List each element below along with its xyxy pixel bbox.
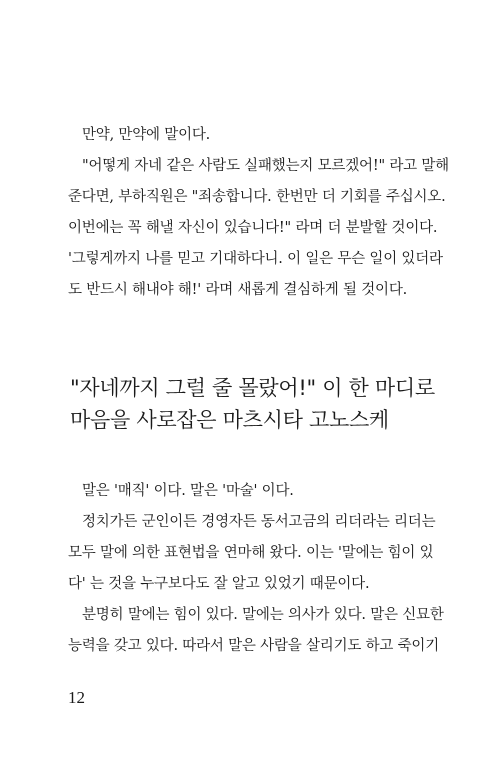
text-line: '그렇게까지 나를 믿고 기대하다니. 이 일은 무슨 일이 있더라	[68, 251, 443, 267]
text-line: "어떻게 자네 같은 사람도 실패했는지 모르겠어!" 라고 말해	[82, 158, 449, 174]
paragraph-section-2	[68, 476, 463, 662]
text-line: 말은 '매직' 이다. 말은 '마술' 이다.	[82, 483, 294, 499]
paragraph-section-1	[68, 120, 463, 306]
text-line: 능력을 갖고 있다. 따라서 말은 사람을 살리기도 하고 죽이기	[68, 638, 440, 654]
text-line: 만약, 만약에 말이다.	[82, 127, 211, 143]
text-line: 정치가든 군인이든 경영자든 동서고금의 리더라는 리더는	[82, 514, 436, 530]
page-number: 12	[68, 688, 85, 707]
text-line: 준다면, 부하직원은 "죄송합니다. 한번만 더 기회를 주십시오.	[68, 189, 446, 205]
text-line: 도 반드시 해내야 해!' 라며 새롭게 결심하게 될 것이다.	[68, 282, 408, 298]
text-line: 다' 는 것을 누구보다도 잘 알고 있었기 때문이다.	[68, 576, 370, 592]
section-heading	[70, 372, 470, 436]
text-line: 분명히 말에는 힘이 있다. 말에는 의사가 있다. 말은 신묘한	[82, 607, 444, 623]
heading-line-1: "자네까지 그럴 줄 몰랐어!" 이 한 마디로	[70, 376, 435, 400]
text-line: 모두 말에 의한 표현법을 연마해 왔다. 이는 '말에는 힘이 있	[68, 545, 434, 561]
heading-line-2: 마음을 사로잡은 마츠시타 고노스케	[70, 408, 389, 432]
text-line: 이번에는 꼭 해낼 자신이 있습니다!" 라며 더 분발할 것이다.	[68, 220, 438, 236]
